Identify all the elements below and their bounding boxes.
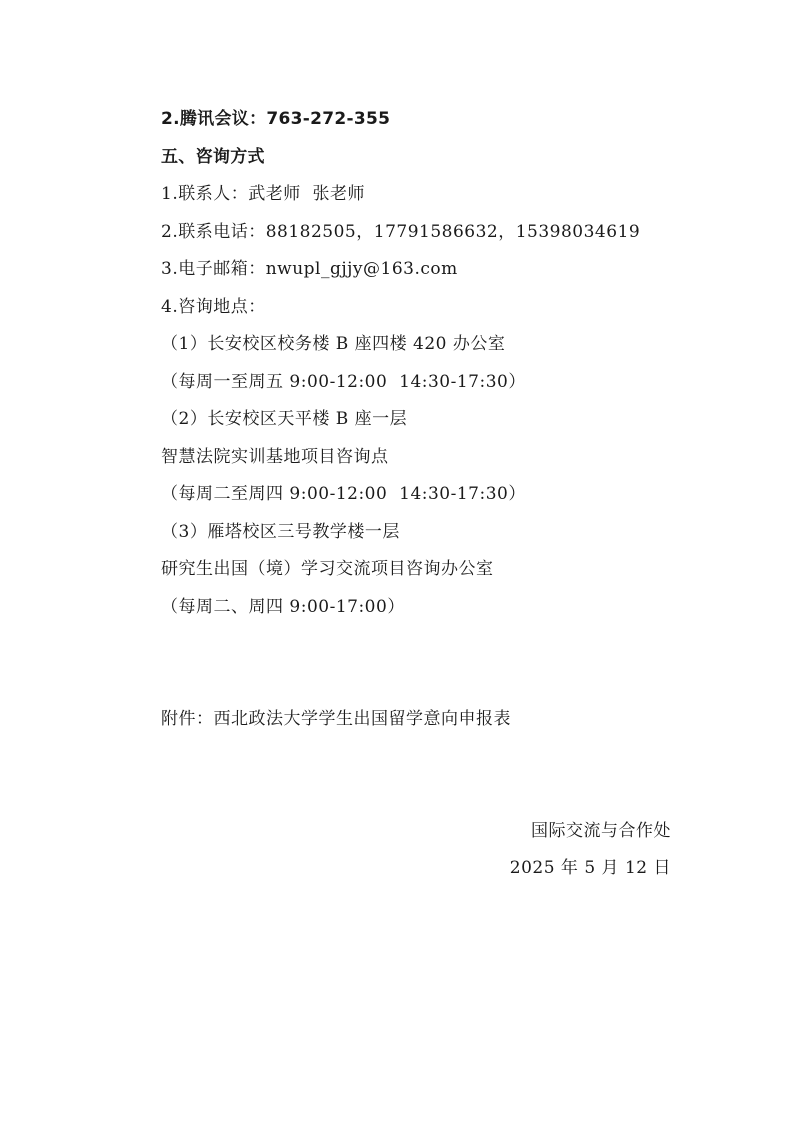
location-3-subtitle: 研究生出国（境）学习交流项目咨询办公室 — [161, 559, 494, 579]
location-2-subtitle: 智慧法院实训基地项目咨询点 — [161, 447, 389, 467]
contact-person-line: 1.联系人：武老师 张老师 — [161, 184, 366, 204]
location-3-title: （3）雁塔校区三号教学楼一层 — [161, 522, 400, 542]
section-title: 五、咨询方式 — [161, 147, 265, 167]
location-2-hours: （每周二至周四 9:00-12:00 14:30-17:30） — [161, 484, 526, 504]
signature-date: 2025 年 5 月 12 日 — [509, 858, 671, 878]
attachment-line: 附件：西北政法大学学生出国留学意向申报表 — [161, 709, 511, 729]
location-1-title: （1）长安校区校务楼 B 座四楼 420 办公室 — [161, 334, 506, 354]
location-2-title: （2）长安校区天平楼 B 座一层 — [161, 409, 408, 429]
location-label: 4.咨询地点： — [161, 297, 266, 317]
email-line: 3.电子邮箱：nwupl_gjjy@163.com — [161, 259, 458, 279]
signature-department: 国际交流与合作处 — [531, 821, 671, 841]
location-1-hours: （每周一至周五 9:00-12:00 14:30-17:30） — [161, 372, 526, 392]
contact-phone-line: 2.联系电话：88182505，17791586632，15398034619 — [161, 222, 641, 242]
location-3-hours: （每周二、周四 9:00-17:00） — [161, 597, 405, 617]
tencent-meeting-line: 2.腾讯会议：763-272-355 — [161, 109, 391, 129]
